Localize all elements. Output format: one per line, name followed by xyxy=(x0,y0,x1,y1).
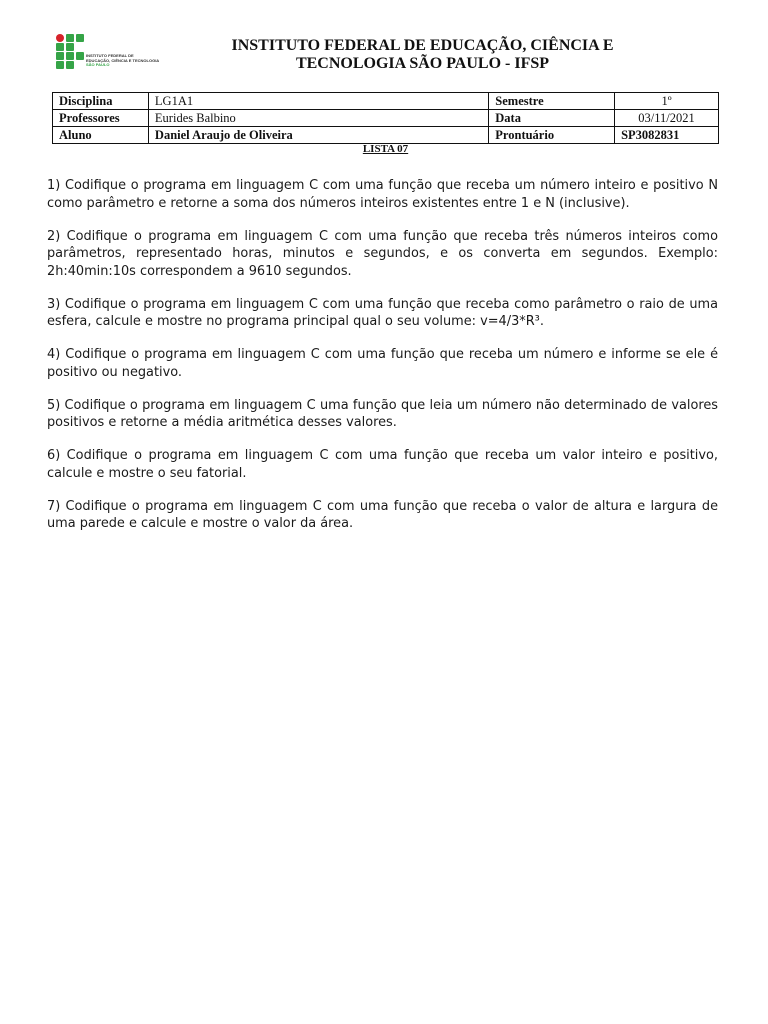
question-item: 6) Codifique o programa em linguagem C com uma função que receba um valor inteiro e positivo, calcule e mostre o seu fatorial. xyxy=(47,448,718,481)
table-row xyxy=(53,93,719,110)
list-title: LISTA 07 xyxy=(362,143,409,155)
logo-text-line: SÃO PAULO xyxy=(86,62,110,68)
table-row xyxy=(53,127,719,144)
ifsp-logo xyxy=(55,33,160,73)
institution-title xyxy=(170,37,675,73)
prontuario-label: Prontuário xyxy=(489,127,615,144)
ifsp-logo-mark xyxy=(55,33,85,70)
question-item: 1) Codifique o programa em linguagem C com uma função que receba um número inteiro e positivo N como parâmetro e retorne a soma dos números inteiros existentes entre 1 e N (inclusive). xyxy=(47,178,718,211)
professores-label: Professores xyxy=(53,110,149,127)
institution-title-line1: INSTITUTO FEDERAL DE EDUCAÇÃO, CIÊNCIA E xyxy=(231,37,614,54)
logo-text-line: INSTITUTO FEDERAL DE xyxy=(86,53,134,58)
question-item: 2) Codifique o programa em linguagem C com uma função que receba três números inteiros como parâmetros, representado horas, minutos e segundos, e os converta em segundos. Exemplo: 2h:40min:10s correspondem a 9610 segundos. xyxy=(47,228,718,279)
question-item: 5) Codifique o programa em linguagem C uma função que leia um número não determinado de valores positivos e retorne a média aritmética desses valores. xyxy=(47,397,718,430)
data-value: 03/11/2021 xyxy=(615,110,719,127)
student-info-table xyxy=(52,92,719,144)
institution-title-line2: TECNOLOGIA SÃO PAULO - IFSP xyxy=(295,55,550,72)
question-list xyxy=(47,177,718,548)
disciplina-value: LG1A1 xyxy=(148,93,488,110)
professores-value: Eurides Balbino xyxy=(148,110,488,127)
table-row xyxy=(53,110,719,127)
prontuario-value: SP3082831 xyxy=(615,127,719,144)
ifsp-logo-text xyxy=(86,54,159,68)
question-item: 3) Codifique o programa em linguagem C com uma função que receba como parâmetro o raio de uma esfera, calcule e mostre no programa principal qual o seu volume: v=4/3*R³. xyxy=(47,296,718,329)
disciplina-label: Disciplina xyxy=(53,93,149,110)
aluno-value: Daniel Araujo de Oliveira xyxy=(148,127,488,144)
semestre-value: 1º xyxy=(615,93,719,110)
data-label: Data xyxy=(489,110,615,127)
aluno-label: Aluno xyxy=(53,127,149,144)
question-item: 7) Codifique o programa em linguagem C com uma função que receba o valor de altura e largura de uma parede e calcule e mostre o valor da área. xyxy=(47,498,718,531)
logo-text-line: EDUCAÇÃO, CIÊNCIA E TECNOLOGIA xyxy=(86,57,160,63)
semestre-label: Semestre xyxy=(489,93,615,110)
question-item: 4) Codifique o programa em linguagem C com uma função que receba um número e informe se ele é positivo ou negativo. xyxy=(47,347,718,380)
